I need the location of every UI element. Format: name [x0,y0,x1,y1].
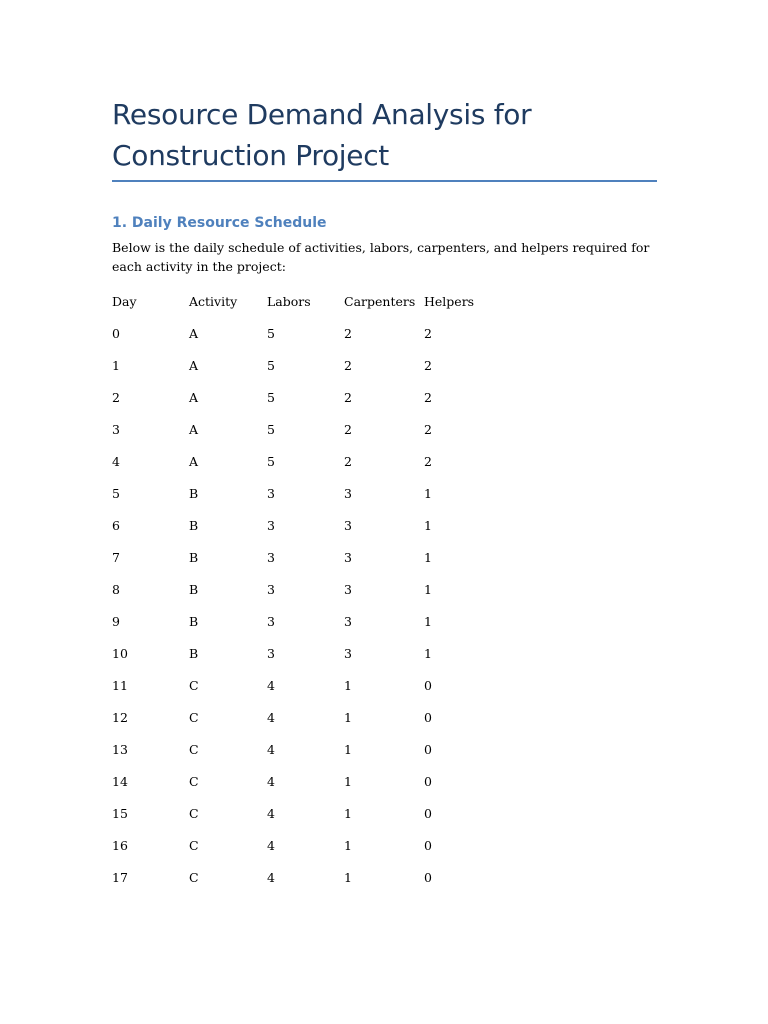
activity-cell: A [189,421,199,437]
activity-cell: B [189,581,199,597]
table-row [112,573,494,605]
activity-cell: B [189,485,199,501]
activity-cell: B [189,517,199,533]
day-cell: 4 [112,453,120,469]
day-cell: 16 [112,837,128,853]
day-cell: 12 [112,709,128,725]
day-cell: 15 [112,805,128,821]
carpenters-cell: 3 [344,485,352,501]
carpenters-cell: 1 [344,805,352,821]
helpers-cell: 2 [424,357,432,373]
labors-cell: 5 [267,357,275,373]
day-cell: 0 [112,325,120,341]
table-row [112,509,494,541]
labors-cell: 4 [267,709,275,725]
labors-cell: 4 [267,837,275,853]
header-carpenters: Carpenters [344,293,416,309]
helpers-cell: 2 [424,389,432,405]
activity-cell: C [189,837,199,853]
activity-cell: A [189,453,199,469]
carpenters-cell: 2 [344,453,352,469]
carpenters-cell: 3 [344,549,352,565]
table-row [112,477,494,509]
day-cell: 9 [112,613,120,629]
activity-cell: A [189,325,199,341]
table-row [112,829,494,861]
carpenters-cell: 1 [344,677,352,693]
table-row [112,413,494,445]
document-title: Resource Demand Analysis for Construction Project [112,98,532,172]
carpenters-cell: 2 [344,325,352,341]
table-row [112,605,494,637]
carpenters-cell: 2 [344,421,352,437]
activity-cell: C [189,741,199,757]
carpenters-cell: 1 [344,741,352,757]
labors-cell: 4 [267,677,275,693]
helpers-cell: 0 [424,677,432,693]
activity-cell: B [189,645,199,661]
labors-cell: 4 [267,869,275,885]
labors-cell: 4 [267,805,275,821]
helpers-cell: 0 [424,709,432,725]
table-row [112,701,494,733]
helpers-cell: 0 [424,773,432,789]
labors-cell: 3 [267,549,275,565]
helpers-cell: 1 [424,485,432,501]
activity-cell: C [189,677,199,693]
helpers-cell: 0 [424,869,432,885]
table-row [112,861,494,893]
helpers-cell: 1 [424,517,432,533]
helpers-cell: 1 [424,613,432,629]
helpers-cell: 2 [424,325,432,341]
title-underline [112,180,657,182]
day-cell: 8 [112,581,120,597]
helpers-cell: 2 [424,453,432,469]
section-heading: 1. Daily Resource Schedule [112,215,327,231]
carpenters-cell: 2 [344,357,352,373]
activity-cell: C [189,709,199,725]
day-cell: 13 [112,741,128,757]
intro-paragraph: Below is the daily schedule of activities, labors, carpenters, and helpers required for each activity in the project: [112,240,650,274]
daily-resource-table [112,285,494,893]
labors-cell: 3 [267,581,275,597]
day-cell: 3 [112,421,120,437]
activity-cell: C [189,805,199,821]
labors-cell: 3 [267,517,275,533]
helpers-cell: 0 [424,741,432,757]
helpers-cell: 1 [424,581,432,597]
header-labors: Labors [267,293,311,309]
carpenters-cell: 3 [344,645,352,661]
helpers-cell: 1 [424,549,432,565]
carpenters-cell: 3 [344,517,352,533]
carpenters-cell: 2 [344,389,352,405]
carpenters-cell: 3 [344,581,352,597]
helpers-cell: 1 [424,645,432,661]
table-row [112,797,494,829]
helpers-cell: 0 [424,837,432,853]
labors-cell: 3 [267,613,275,629]
header-activity: Activity [189,293,238,309]
labors-cell: 3 [267,645,275,661]
day-cell: 10 [112,645,128,661]
carpenters-cell: 1 [344,709,352,725]
table-row [112,637,494,669]
carpenters-cell: 1 [344,869,352,885]
carpenters-cell: 3 [344,613,352,629]
table-row [112,381,494,413]
day-cell: 5 [112,485,120,501]
table-row [112,349,494,381]
labors-cell: 3 [267,485,275,501]
table-row [112,733,494,765]
labors-cell: 5 [267,453,275,469]
table-row [112,541,494,573]
table-row [112,445,494,477]
activity-cell: A [189,357,199,373]
day-cell: 6 [112,517,120,533]
activity-cell: C [189,869,199,885]
labors-cell: 5 [267,421,275,437]
labors-cell: 4 [267,773,275,789]
day-cell: 2 [112,389,120,405]
day-cell: 17 [112,869,128,885]
table-row [112,317,494,349]
labors-cell: 5 [267,389,275,405]
activity-cell: B [189,549,199,565]
table-row [112,669,494,701]
table-row [112,765,494,797]
activity-cell: B [189,613,199,629]
day-cell: 11 [112,677,128,693]
labors-cell: 5 [267,325,275,341]
header-day: Day [112,293,137,309]
day-cell: 1 [112,357,120,373]
labors-cell: 4 [267,741,275,757]
table-body [112,317,494,893]
activity-cell: C [189,773,199,789]
carpenters-cell: 1 [344,837,352,853]
table-header-row [112,285,494,317]
helpers-cell: 0 [424,805,432,821]
carpenters-cell: 1 [344,773,352,789]
day-cell: 14 [112,773,128,789]
header-helpers: Helpers [424,293,475,309]
activity-cell: A [189,389,199,405]
helpers-cell: 2 [424,421,432,437]
day-cell: 7 [112,549,120,565]
